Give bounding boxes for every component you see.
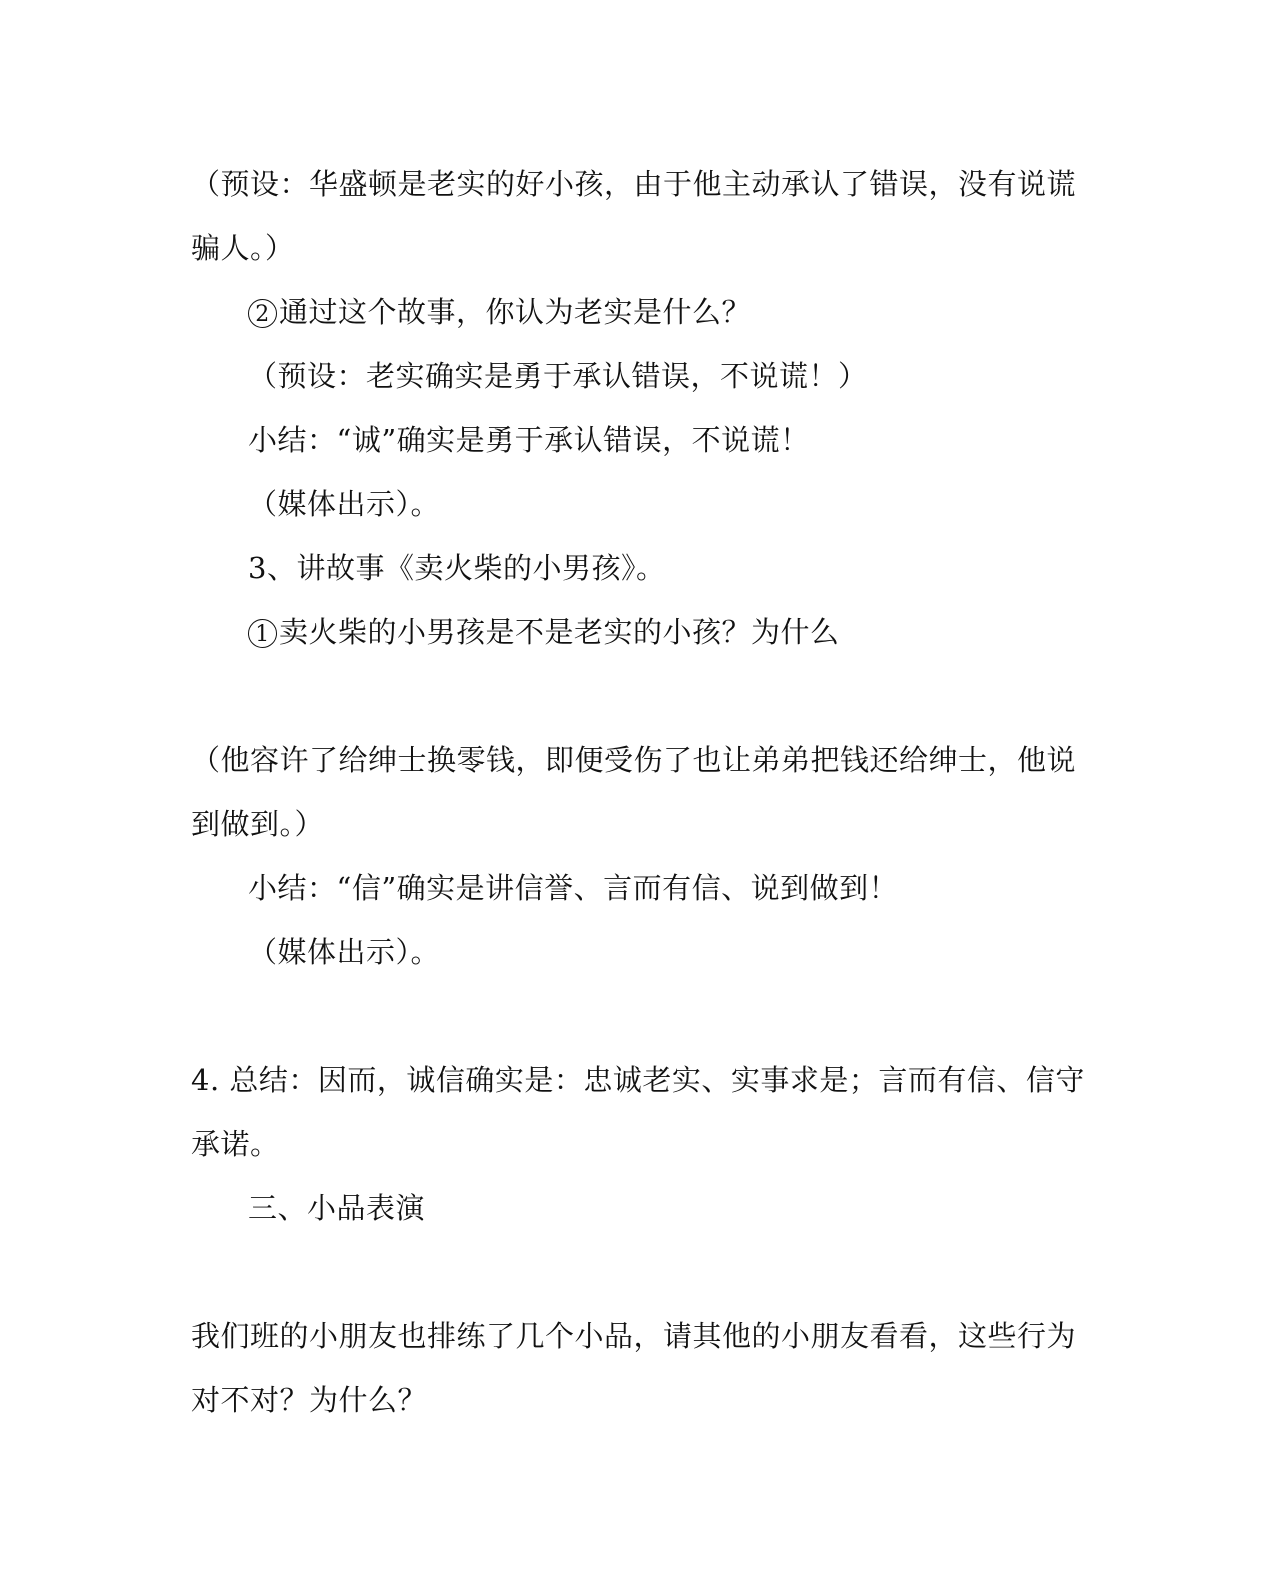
preset-answer-washington-cont: 骗人。） [191, 231, 295, 265]
question-2 [248, 292, 1060, 332]
answer-match-boy: （他容许了给绅士换零钱，即便受伤了也让弟弟把钱还给绅士，他说 [191, 743, 1077, 777]
media-note-1: （媒体出示）。 [248, 487, 441, 521]
preset-answer-honesty: （预设：老实确实是勇于承认错误，不说谎！） [248, 359, 868, 393]
skit-intro: 我们班的小朋友也排练了几个小品，请其他的小朋友看看，这些行为 [191, 1319, 1077, 1353]
skit-intro-cont: 对不对？为什么？ [191, 1383, 428, 1417]
answer-match-boy-cont: 到做到。） [191, 807, 325, 841]
conclusion-cont: 承诺。 [191, 1127, 280, 1161]
question-1-text: 卖火柴的小男孩是不是老实的小孩？为什么 [279, 615, 840, 649]
media-note-2: （媒体出示）。 [248, 935, 441, 969]
question-2-text: 通过这个故事，你认为老实是什么？ [279, 295, 752, 329]
summary-xin: 小结：“信”确实是讲信誉、言而有信、说到做到！ [248, 871, 899, 905]
circled-number-1: 1 [248, 619, 277, 648]
circled-number-2: 2 [248, 299, 277, 328]
story-3-heading: 3、讲故事《卖火柴的小男孩》。 [248, 551, 666, 585]
summary-cheng: 小结：“诚”确实是勇于承认错误，不说谎！ [248, 423, 810, 457]
conclusion: 4. 总结：因而，诚信确实是：忠诚老实、实事求是；言而有信、信守 [191, 1063, 1085, 1097]
section-3-heading: 三、小品表演 [248, 1191, 426, 1225]
question-1 [248, 612, 1060, 652]
preset-answer-washington: （预设：华盛顿是老实的好小孩，由于他主动承认了错误，没有说谎 [191, 167, 1077, 201]
